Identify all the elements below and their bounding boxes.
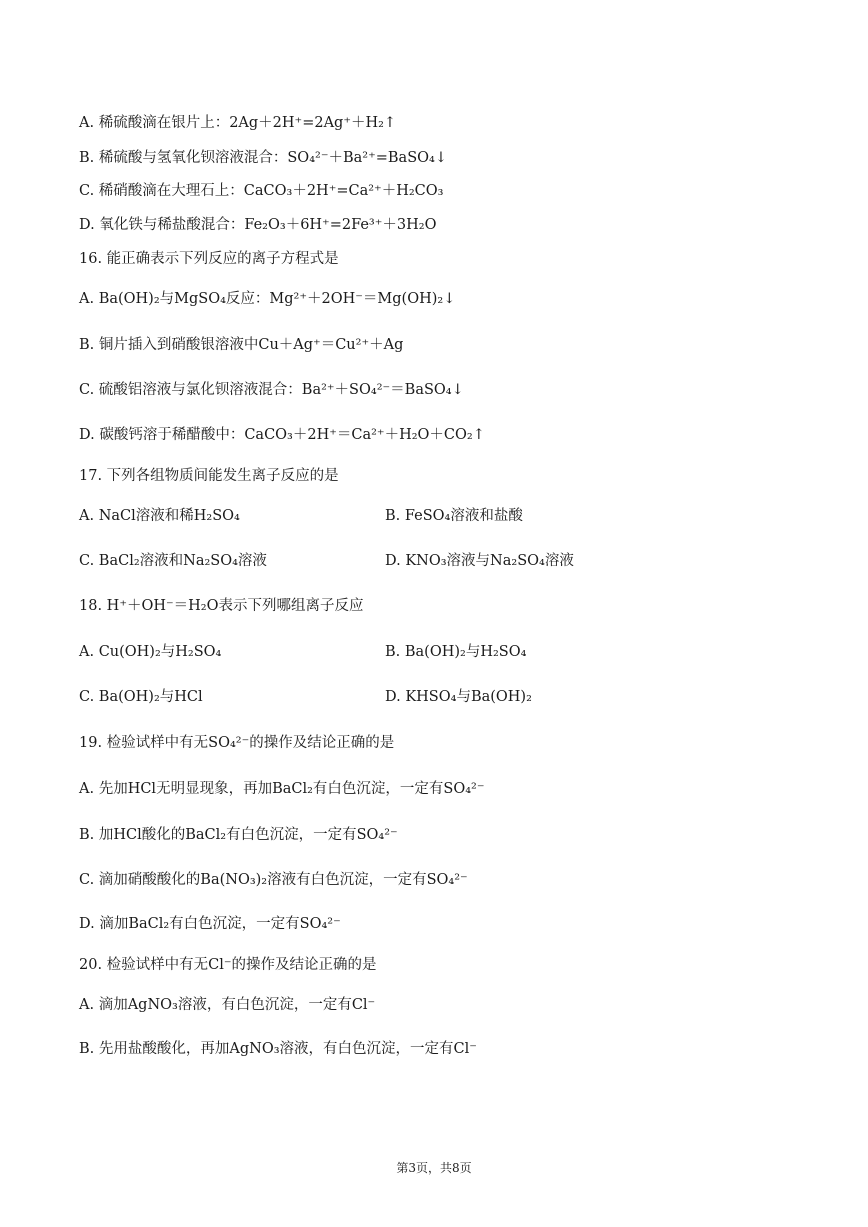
q19-option-b: B. 加HCl酸化的BaCl₂有白色沉淀，一定有SO₄²⁻ (79, 827, 398, 843)
q17-stem: 17. 下列各组物质间能发生离子反应的是 (79, 468, 339, 484)
q16-option-a: A. Ba(OH)₂与MgSO₄反应：Mg²⁺＋2OH⁻＝Mg(OH)₂↓ (79, 291, 456, 307)
q17-option-a: A. NaCl溶液和稀H₂SO₄ (79, 508, 240, 524)
q18-option-c: C. Ba(OH)₂与HCl (79, 689, 203, 705)
q16-option-d: D. 碳酸钙溶于稀醋酸中：CaCO₃＋2H⁺＝Ca²⁺＋H₂O＋CO₂↑ (79, 427, 485, 443)
q16-option-b: B. 铜片插入到硝酸银溶液中Cu＋Ag⁺＝Cu²⁺＋Ag (79, 337, 404, 353)
q19-option-d: D. 滴加BaCl₂有白色沉淀，一定有SO₄²⁻ (79, 916, 341, 932)
q15-option-a: A. 稀硫酸滴在银片上：2Ag＋2H⁺=2Ag⁺＋H₂↑ (79, 115, 397, 131)
q15-option-c: C. 稀硝酸滴在大理石上：CaCO₃＋2H⁺=Ca²⁺＋H₂CO₃ (79, 183, 444, 199)
q19-option-c: C. 滴加硝酸酸化的Ba(NO₃)₂溶液有白色沉淀，一定有SO₄²⁻ (79, 872, 468, 888)
q20-option-a: A. 滴加AgNO₃溶液，有白色沉淀，一定有Cl⁻ (79, 997, 376, 1013)
q15-option-d: D. 氧化铁与稀盐酸混合：Fe₂O₃＋6H⁺=2Fe³⁺＋3H₂O (79, 217, 437, 233)
q19-stem: 19. 检验试样中有无SO₄²⁻的操作及结论正确的是 (79, 735, 395, 751)
q18-option-a: A. Cu(OH)₂与H₂SO₄ (79, 644, 222, 660)
q19-option-a: A. 先加HCl无明显现象，再加BaCl₂有白色沉淀，一定有SO₄²⁻ (79, 781, 485, 797)
q18-stem: 18. H⁺＋OH⁻＝H₂O表示下列哪组离子反应 (79, 598, 364, 614)
page-number-footer: 第3页，共8页 (396, 1161, 472, 1175)
q18-option-d: D. KHSO₄与Ba(OH)₂ (385, 689, 532, 705)
q15-option-b: B. 稀硫酸与氢氧化钡溶液混合：SO₄²⁻＋Ba²⁺=BaSO₄↓ (79, 150, 447, 166)
q20-option-b: B. 先用盐酸酸化，再加AgNO₃溶液，有白色沉淀，一定有Cl⁻ (79, 1041, 477, 1057)
q16-option-c: C. 硫酸铝溶液与氯化钡溶液混合：Ba²⁺＋SO₄²⁻＝BaSO₄↓ (79, 382, 464, 398)
q16-stem: 16. 能正确表示下列反应的离子方程式是 (79, 251, 339, 267)
q20-stem: 20. 检验试样中有无Cl⁻的操作及结论正确的是 (79, 957, 377, 973)
q17-option-b: B. FeSO₄溶液和盐酸 (385, 508, 523, 524)
q17-option-d: D. KNO₃溶液与Na₂SO₄溶液 (385, 553, 574, 569)
q18-option-b: B. Ba(OH)₂与H₂SO₄ (385, 644, 527, 660)
q17-option-c: C. BaCl₂溶液和Na₂SO₄溶液 (79, 553, 267, 569)
